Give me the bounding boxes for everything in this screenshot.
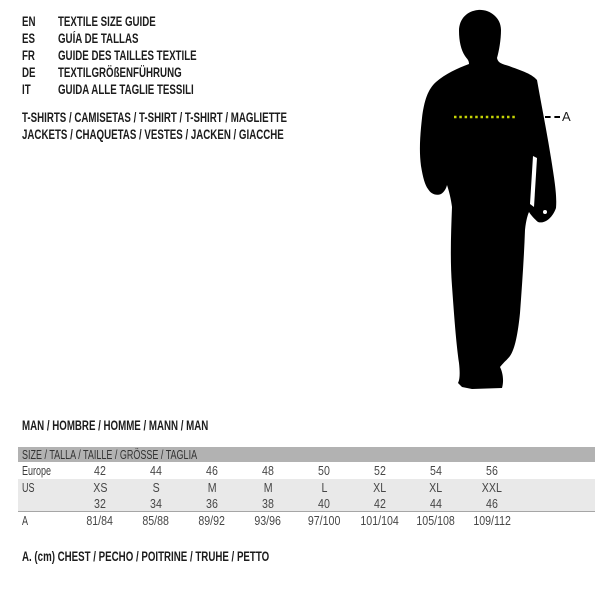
table-filler-cell: [520, 462, 595, 479]
size-cell: 44: [408, 496, 464, 512]
size-cell: 42: [94, 463, 106, 478]
size-cell: 42: [352, 496, 408, 512]
row-label: US: [18, 479, 72, 496]
row-label: [18, 496, 72, 512]
size-cell: 93/96: [254, 514, 282, 528]
size-cell: 46: [464, 496, 520, 512]
language-label: GUIDA ALLE TAGLIE TESSILI: [58, 82, 194, 97]
size-cell: 36: [184, 496, 240, 512]
size-cell: 50: [318, 463, 330, 478]
man-silhouette: [414, 8, 566, 392]
row-label: Europe: [22, 463, 52, 478]
size-cell: 109/112: [473, 514, 511, 528]
size-cell: 34: [128, 496, 184, 512]
size-cell: 46: [206, 463, 218, 478]
size-cell: M: [184, 479, 240, 496]
size-cell: XL: [352, 479, 408, 496]
language-row-de: [22, 64, 251, 81]
language-row-fr: [22, 47, 251, 64]
man-silhouette-body: [420, 10, 556, 389]
table-row-chest-a: [18, 512, 595, 531]
language-label: GUÍA DE TALLAS: [58, 31, 139, 46]
size-cell: 38: [240, 496, 296, 512]
size-cell: S: [128, 479, 184, 496]
size-cell: 56: [486, 463, 498, 478]
category-tshirts: T-SHIRTS / CAMISETAS / T-SHIRT / T-SHIRT / MAGLIETTE: [22, 110, 287, 125]
size-table: [18, 447, 595, 530]
size-cell: 85/88: [142, 514, 170, 528]
section-title-man: MAN / HOMBRE / HOMME / MANN / MAN: [22, 418, 209, 433]
language-label: TEXTILE SIZE GUIDE: [58, 14, 156, 29]
language-code: IT: [22, 82, 31, 97]
size-cell: 32: [72, 496, 128, 512]
table-header: SIZE / TALLA / TAILLE / GRÖSSE / TAGLIA: [18, 447, 595, 462]
language-code: EN: [22, 14, 36, 29]
thumb-notch: [543, 210, 547, 214]
size-cell: 105/108: [416, 514, 456, 528]
language-row-es: [22, 30, 251, 47]
language-code: ES: [22, 31, 35, 46]
table-row-us: [18, 479, 595, 496]
size-cell: 89/92: [198, 514, 226, 528]
size-cell: 48: [262, 463, 274, 478]
language-guide-list: [22, 13, 251, 98]
table-row-europe: [18, 462, 595, 479]
language-code: FR: [22, 48, 35, 63]
size-cell: XS: [72, 479, 128, 496]
row-label: A: [22, 514, 29, 528]
table-filler-cell: [520, 512, 595, 531]
measurement-footnote: A. (cm) CHEST / PECHO / POITRINE / TRUHE / PETTO: [22, 549, 270, 564]
size-cell: 101/104: [360, 514, 400, 528]
size-cell: 54: [430, 463, 442, 478]
table-filler-cell: [520, 496, 595, 512]
language-label: GUIDE DES TAILLES TEXTILE: [58, 48, 197, 63]
measure-label-a: A: [562, 109, 571, 124]
language-code: DE: [22, 65, 36, 80]
size-cell: 40: [296, 496, 352, 512]
language-label: TEXTILGRÖßENFÜHRUNG: [58, 65, 182, 80]
table-row-uk: [18, 496, 595, 512]
table-header-row: [18, 447, 595, 462]
size-cell: M: [240, 479, 296, 496]
size-cell: XL: [408, 479, 464, 496]
measure-dash-line: [545, 116, 560, 118]
size-cell: XXL: [464, 479, 520, 496]
size-cell: 52: [374, 463, 386, 478]
language-row-en: [22, 13, 251, 30]
category-jackets: JACKETS / CHAQUETAS / VESTES / JACKEN / GIACCHE: [22, 127, 284, 142]
table-filler-cell: [520, 479, 595, 496]
size-cell: 97/100: [307, 514, 341, 528]
garment-categories: [22, 109, 390, 143]
language-row-it: [22, 81, 251, 98]
size-cell: 44: [150, 463, 162, 478]
size-cell: L: [296, 479, 352, 496]
size-cell: 81/84: [86, 514, 114, 528]
